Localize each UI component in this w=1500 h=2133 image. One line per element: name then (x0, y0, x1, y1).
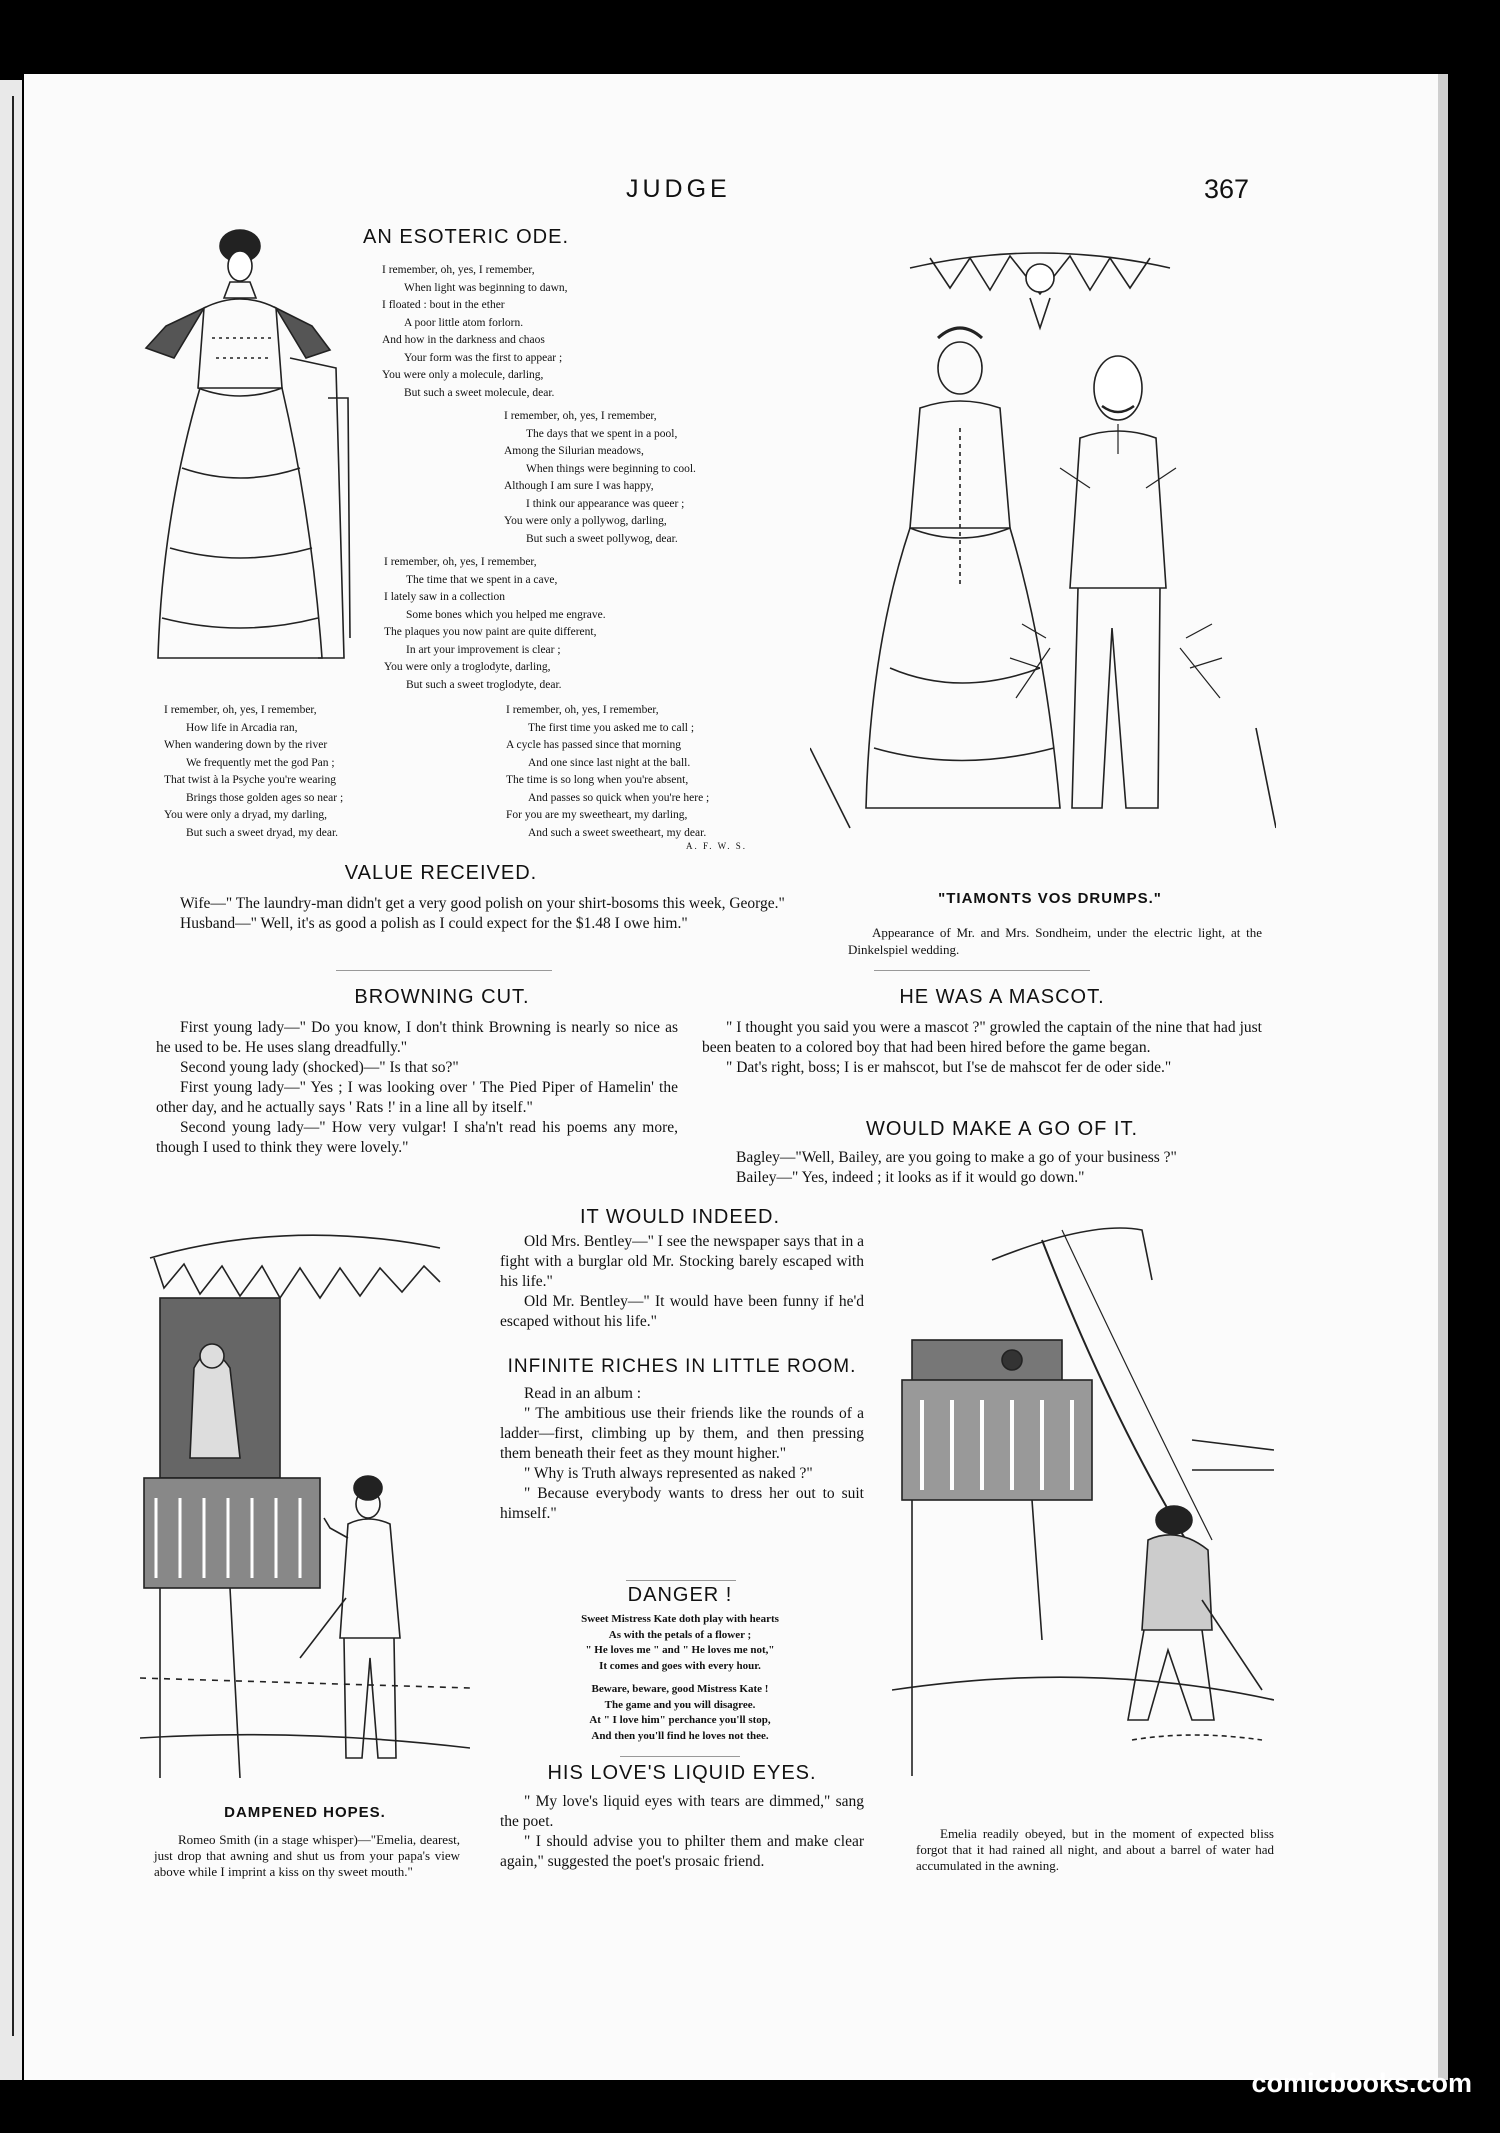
liquid-eyes-text (500, 1792, 864, 1872)
poem-line: You were only a molecule, darling, (382, 369, 544, 381)
text-line: Old Mrs. Bentley—" I see the newspaper says that in a fight with a burglar old Mr. Stocking barely escaped with his life." (500, 1233, 864, 1290)
poem-line: Beware, beware, good Mistress Kate ! (591, 1683, 769, 1695)
dampened-hopes-illustration (140, 1218, 470, 1778)
poem-line: You were only a dryad, my darling, (164, 809, 327, 821)
ode-signature: A. F. W. S. (686, 841, 748, 851)
page-spine (0, 80, 22, 2080)
divider (626, 1580, 736, 1581)
poem-line: And passes so quick when you're here ; (528, 791, 710, 804)
poem-line: But such a sweet molecule, dear. (404, 386, 555, 399)
poem-line: It comes and goes with every hour. (599, 1659, 761, 1672)
poem-line: I remember, oh, yes, I remember, (382, 264, 535, 276)
go-of-it-title: WOULD MAKE A GO OF IT. (865, 1118, 1139, 1140)
poem-line: Sweet Mistress Kate doth play with hearts (581, 1613, 779, 1625)
mascot-title: HE WAS A MASCOT. (899, 986, 1105, 1008)
riches-text (500, 1384, 864, 1524)
tiamonts-text-line: Appearance of Mr. and Mrs. Sondheim, under the electric light, at the Dinkelspiel wedding. (848, 925, 1262, 957)
poem-line: How life in Arcadia ran, (186, 721, 298, 734)
emelia-illustration (892, 1220, 1274, 1776)
poem-line: Brings those golden ages so near ; (186, 791, 344, 804)
poem-line: And how in the darkness and chaos (382, 334, 545, 346)
dampened-text-line: Romeo Smith (in a stage whisper)—"Emelia, dearest, just drop that awning and shut us from your papa's view above while I imprint a kiss on thy sweet mouth." (154, 1832, 460, 1879)
poem-line: The plaques you now paint are quite different, (384, 626, 597, 638)
poem-line: When light was beginning to dawn, (404, 281, 568, 294)
value-received-text (156, 894, 794, 934)
poem-line: Your form was the first to appear ; (404, 351, 563, 364)
emelia-text-line: Emelia readily obeyed, but in the moment of expected bliss forgot that it had rained all night, and about a barrel of water had accumulated in the awning. (916, 1826, 1274, 1873)
poem-line: At " I love him" perchance you'll stop, (589, 1714, 771, 1726)
poem-line: The game and you will disagree. (604, 1698, 756, 1711)
text-line: Read in an album : (524, 1385, 642, 1402)
poem-line: For you are my sweetheart, my darling, (506, 809, 688, 821)
poem-line: The first time you asked me to call ; (528, 721, 695, 734)
poem-line: I remember, oh, yes, I remember, (164, 704, 317, 716)
dampened-text (154, 1832, 460, 1880)
site-watermark: comicbooks.com (1251, 2068, 1472, 2098)
danger-stanza-1 (520, 1612, 840, 1674)
poem-line: The time that we spent in a cave, (406, 573, 558, 586)
ode-stanza-3 (384, 554, 606, 694)
gutter-line (12, 96, 14, 2036)
poem-line: " He loves me " and " He loves me not," (585, 1644, 775, 1656)
go-of-it-text (712, 1148, 1272, 1188)
text-line: Second young lady (shocked)—" Is that so?" (180, 1059, 459, 1076)
poem-line: I floated : bout in the ether (382, 299, 505, 311)
magazine-title: JUDGE (626, 175, 731, 203)
danger-stanza-2 (520, 1682, 840, 1744)
text-line: " The ambitious use their friends like the rounds of a ladder—first, climbing up by them, and then pressing them beneath their feet as they mount higher." (500, 1405, 864, 1462)
poem-line: I think our appearance was queer ; (526, 497, 685, 510)
poem-line: But such a sweet pollywog, dear. (526, 532, 678, 545)
text-line: Bailey—" Yes, indeed ; it looks as if it would go down." (736, 1169, 1085, 1186)
poem-line: A poor little atom forlorn. (404, 316, 524, 329)
liquid-eyes-title: HIS LOVE'S LIQUID EYES. (547, 1762, 817, 1784)
poem-line: The time is so long when you're absent, (506, 774, 689, 786)
text-line: Wife—" The laundry-man didn't get a very good polish on your shirt-bosoms this week, George." (180, 895, 785, 912)
text-line: " Why is Truth always represented as naked ?" (524, 1465, 813, 1482)
text-line: " Dat's right, boss; I is er mahscot, but I'se de mahscot fer de oder side." (726, 1059, 1172, 1076)
poem-line: You were only a pollywog, darling, (504, 515, 667, 527)
poem-line: Although I am sure I was happy, (504, 480, 654, 492)
text-line: Old Mr. Bentley—" It would have been funny if he'd escaped without his life." (500, 1293, 864, 1330)
ode-title: AN ESOTERIC ODE. (362, 226, 570, 248)
value-received-title: VALUE RECEIVED. (344, 862, 538, 884)
poem-line: When wandering down by the river (164, 739, 328, 751)
riches-title: INFINITE RICHES IN LITTLE ROOM. (507, 1356, 857, 1377)
indeed-text (500, 1232, 864, 1332)
browning-title: BROWNING CUT. (354, 986, 530, 1008)
poem-line: I remember, oh, yes, I remember, (504, 410, 657, 422)
ode-stanza-5 (506, 702, 709, 842)
text-line: " Because everybody wants to dress her out to suit himself." (500, 1485, 864, 1522)
divider (620, 1756, 740, 1757)
poem-line: In art your improvement is clear ; (406, 643, 561, 656)
tiamonts-illustration (810, 228, 1276, 838)
text-line: Bagley—"Well, Bailey, are you going to make a go of your business ?" (736, 1149, 1177, 1166)
text-line: " I should advise you to philter them and make clear again," suggested the poet's prosaic friend. (500, 1833, 864, 1870)
text-line: " I thought you said you were a mascot ?" growled the captain of the nine that had just been beaten to a colored boy that had been hired before the game began. (702, 1019, 1262, 1056)
poem-line: That twist à la Psyche you're wearing (164, 774, 336, 786)
ode-stanza-2 (504, 408, 696, 548)
woman-illustration (122, 218, 358, 684)
poem-line: I remember, oh, yes, I remember, (384, 556, 537, 568)
poem-line: Among the Silurian meadows, (504, 445, 644, 457)
text-line: First young lady—" Do you know, I don't think Browning is nearly so nice as he used to be. He uses slang dreadfully." (156, 1019, 678, 1056)
text-line: " My love's liquid eyes with tears are dimmed," sang the poet. (500, 1793, 864, 1830)
text-line: Husband—" Well, it's as good a polish as I could expect for the $1.48 I owe him." (180, 915, 688, 932)
poem-line: Some bones which you helped me engrave. (406, 608, 606, 621)
poem-line: The days that we spent in a pool, (526, 427, 678, 440)
poem-line: As with the petals of a flower ; (608, 1628, 752, 1641)
poem-line: I remember, oh, yes, I remember, (506, 704, 659, 716)
danger-title: DANGER ! (627, 1584, 733, 1606)
text-line: Second young lady—" How very vulgar! I sha'n't read his poems any more, though I used to think they were lovely." (156, 1119, 678, 1156)
page-number: 367 (1204, 174, 1250, 204)
page-edge (1438, 74, 1448, 2080)
poem-line: We frequently met the god Pan ; (186, 756, 335, 769)
poem-line: I lately saw in a collection (384, 591, 506, 603)
tiamonts-caption: "TIAMONTS VOS DRUMPS." (938, 890, 1162, 907)
browning-text (156, 1018, 678, 1158)
text-line: First young lady—" Yes ; I was looking over ' The Pied Piper of Hamelin' the other day, and he actually says ' Rats !' in a line all by itself." (156, 1079, 678, 1116)
dampened-caption: DAMPENED HOPES. (224, 1804, 386, 1821)
tiamonts-text (848, 924, 1262, 958)
poem-line: When things were beginning to cool. (526, 462, 696, 475)
poem-line: And then you'll find he loves not thee. (591, 1729, 769, 1742)
poem-line: And one since last night at the ball. (528, 756, 691, 769)
poem-line: But such a sweet dryad, my dear. (186, 826, 339, 839)
poem-line: But such a sweet troglodyte, dear. (406, 678, 562, 691)
ode-stanza-1 (382, 262, 568, 402)
divider (874, 970, 1090, 971)
mascot-text (702, 1018, 1262, 1078)
poem-line: A cycle has passed since that morning (506, 739, 682, 751)
ode-stanza-4 (164, 702, 343, 842)
indeed-title: IT WOULD INDEED. (579, 1206, 781, 1228)
poem-line: You were only a troglodyte, darling, (384, 661, 551, 673)
emelia-text (916, 1826, 1274, 1874)
divider (336, 970, 552, 971)
poem-line: And such a sweet sweetheart, my dear. (528, 826, 707, 839)
